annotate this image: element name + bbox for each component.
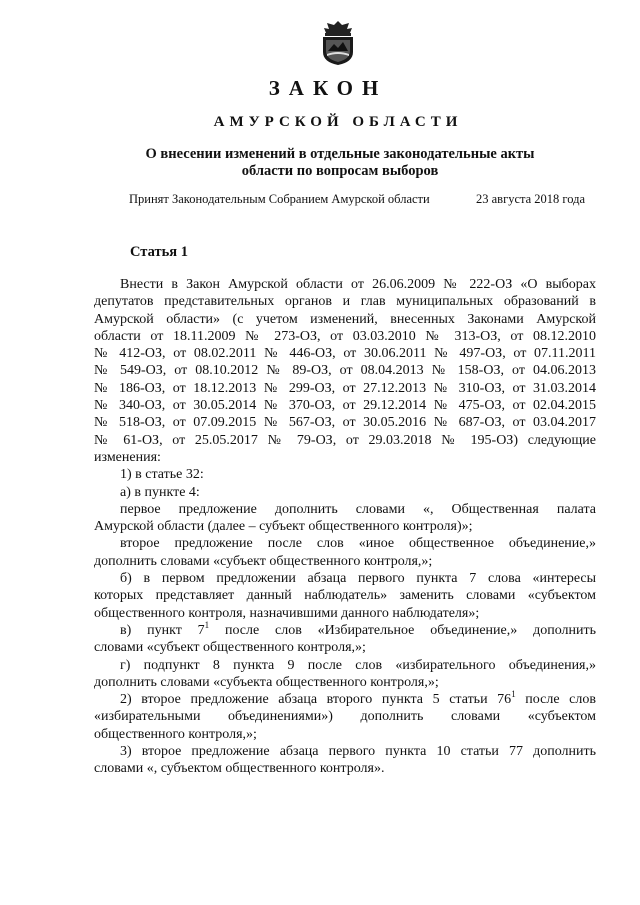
adopted-date: 23 августа 2018 года bbox=[476, 192, 586, 206]
subtitle-line: области по вопросам выборов bbox=[241, 163, 439, 179]
text-line: которых представляет данный наблюдатель» заменить словами «субъектом bbox=[94, 588, 596, 604]
text-fragment: после слов bbox=[515, 692, 596, 708]
text-line: а) в пункте 4: bbox=[120, 484, 200, 500]
text-line: второе предложение после слов «иное общественное объединение,» bbox=[120, 536, 596, 552]
subtitle-line: О внесении изменений в отдельные законодательные акты bbox=[145, 146, 535, 162]
text-line: дополнить словами «субъекта общественного контроля,»; bbox=[94, 674, 439, 690]
coat-of-arms-icon bbox=[316, 20, 360, 66]
text-line: № 186-ОЗ, от 18.12.2013 № 299-ОЗ, от 27.12.2013 № 310-ОЗ, от 31.03.2014 bbox=[94, 380, 596, 396]
text-fragment: в) пункт 7 bbox=[120, 622, 205, 638]
text-line: Амурской области» (с учетом изменений, внесенных Законами Амурской bbox=[94, 311, 596, 327]
article-body bbox=[94, 276, 596, 778]
text-line: словами «субъект общественного контроля,»; bbox=[94, 640, 366, 656]
text-line: общественного контроля,»; bbox=[94, 726, 257, 742]
text-line: «избирательными объединениями») дополнить словами «субъектом bbox=[94, 709, 596, 725]
text-line: Внести в Закон Амурской области от 26.06.2009 № 222-ОЗ «О выборах bbox=[120, 277, 596, 292]
article-heading: Статья 1 bbox=[130, 244, 188, 260]
text-line: № 61-ОЗ, от 25.05.2017 № 79-ОЗ, от 29.03.2018 № 195-ОЗ) следующие bbox=[94, 432, 596, 448]
text-fragment: после слов «Избирательное объединение,» дополнить bbox=[209, 622, 596, 638]
text-line bbox=[94, 619, 596, 639]
superscript: 1 bbox=[511, 689, 516, 700]
text-line: № 340-ОЗ, от 30.05.2014 № 370-ОЗ, от 29.12.2014 № 475-ОЗ, от 02.04.2015 bbox=[94, 398, 596, 414]
text-line: общественного контроля, назначившими данного наблюдателя»; bbox=[94, 605, 480, 621]
text-line: 1) в статье 32: bbox=[120, 467, 204, 483]
text-line: № 549-ОЗ, от 08.10.2012 № 89-ОЗ, от 08.04.2013 № 158-ОЗ, от 04.06.2013 bbox=[94, 363, 596, 379]
superscript: 1 bbox=[204, 619, 210, 630]
text-line: Амурской области (далее – субъект общественного контроля)»; bbox=[94, 519, 473, 535]
text-line: изменения: bbox=[94, 449, 161, 465]
text-line: первое предложение дополнить словами «, Общественная палата bbox=[120, 501, 596, 517]
text-line: г) подпункт 8 пункта 9 после слов «избирательного объединения,» bbox=[120, 657, 596, 673]
text-line bbox=[94, 691, 596, 708]
document-title: ЗАКОН bbox=[268, 76, 388, 100]
text-line: области от 18.11.2009 № 273-ОЗ, от 03.03.2010 № 313-ОЗ, от 08.12.2010 bbox=[94, 328, 596, 344]
text-line: № 412-ОЗ, от 08.02.2011 № 446-ОЗ, от 30.06.2011 № 497-ОЗ, от 07.11.2011 bbox=[94, 346, 596, 362]
text-line: 3) второе предложение абзаца первого пункта 10 статьи 77 дополнить bbox=[120, 744, 596, 760]
adopted-by: Принят Законодательным Собранием Амурской области bbox=[129, 192, 430, 206]
text-fragment: 2) второе предложение абзаца второго пункта 5 статьи 76 bbox=[120, 692, 512, 708]
region-title: АМУРСКОЙ ОБЛАСТИ bbox=[213, 114, 463, 130]
document-subtitle bbox=[20, 146, 640, 180]
text-line: депутатов представительных органов и глав муниципальных образований в bbox=[94, 294, 596, 310]
text-line: дополнить словами «субъект общественного контроля,»; bbox=[94, 553, 433, 569]
text-line: б) в первом предложении абзаца первого пункта 7 слова «интересы bbox=[120, 571, 596, 587]
text-line: № 518-ОЗ, от 07.09.2015 № 567-ОЗ, от 30.05.2016 № 687-ОЗ, от 03.04.2017 bbox=[94, 415, 596, 431]
text-line: словами «, субъектом общественного контроля». bbox=[94, 761, 385, 777]
